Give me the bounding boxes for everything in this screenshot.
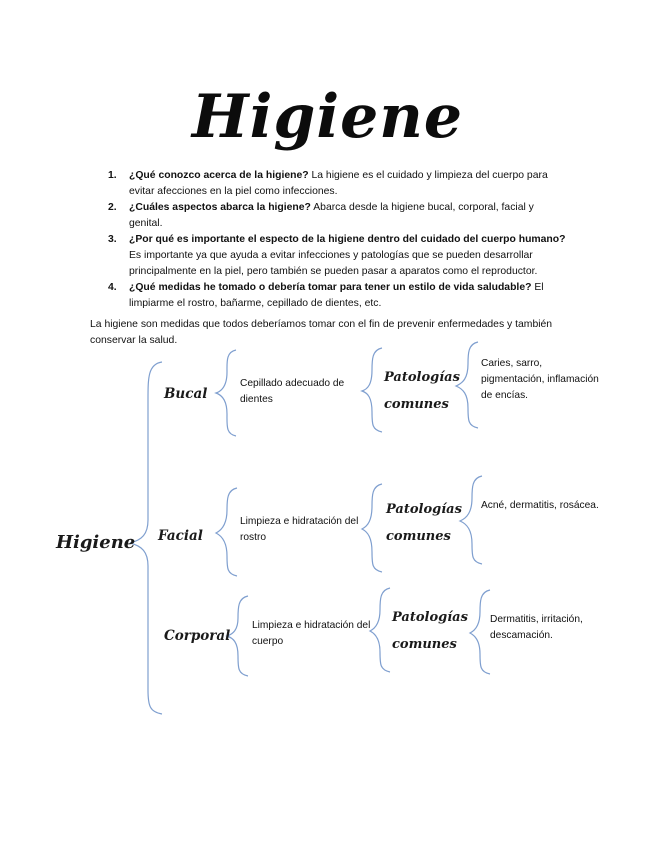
answer-text: La higiene es el cuidado y limpieza del cuerpo para evitar afecciones en la piel como infecciones. [129, 170, 548, 197]
question-text: ¿Por qué es importante el especto de la higiene dentro del cuidado del cuerpo humano? [129, 234, 566, 245]
category-bucal: Bucal [164, 386, 208, 402]
bucal-pat-brace [362, 348, 382, 432]
pathology-label-facial: Patologías comunes [386, 502, 462, 544]
question-text: ¿Qué medidas he tomado o debería tomar para tener un estilo de vida saludable? [129, 282, 532, 293]
answer-text: Es importante ya que ayuda a evitar infecciones y patologías que se pueden desarrollar principalmente en la piel, pero también se pueden pasar a aparatos como el reproductor. [129, 250, 538, 277]
diagram-root-label: Higiene [56, 532, 136, 553]
description-facial: Limpieza e hidratación del rostro [240, 516, 359, 543]
examples-bucal: Caries, sarro, pigmentación, inflamación de encías. [481, 358, 599, 401]
facial-pat-brace [362, 484, 382, 572]
examples-corporal: Dermatitis, irritación, descamación. [490, 614, 583, 641]
answer-text: El limpiarme el rostro, bañarme, cepillado de dientes, etc. [129, 282, 544, 309]
corporal-ex-brace [470, 590, 490, 674]
page-title: Higiene [191, 82, 464, 152]
pathology-label-corporal: Patologías comunes [392, 610, 468, 652]
category-facial: Facial [158, 528, 203, 544]
question-text: ¿Cuáles aspectos abarca la higiene? [129, 202, 311, 213]
question-number: 3. [108, 234, 117, 245]
question-text: ¿Qué conozco acerca de la higiene? [129, 170, 309, 181]
question-number: 2. [108, 202, 117, 213]
category-corporal: Corporal [164, 628, 231, 644]
question-number: 1. [108, 170, 117, 181]
facial-desc-brace [216, 488, 237, 576]
bucal-desc-brace [216, 350, 236, 436]
question-number: 4. [108, 282, 117, 293]
answer-text: Abarca desde la higiene bucal, corporal, facial y genital. [129, 202, 534, 229]
pathology-label-bucal: Patologías comunes [384, 370, 460, 412]
description-corporal: Limpieza e hidratación del cuerpo [252, 620, 371, 647]
examples-facial: Acné, dermatitis, rosácea. [481, 500, 599, 511]
description-bucal: Cepillado adecuado de dientes [240, 378, 345, 405]
intro-paragraph: La higiene son medidas que todos deberíamos tomar con el fin de prevenir enfermedades y también conservar la salud. [90, 319, 553, 346]
